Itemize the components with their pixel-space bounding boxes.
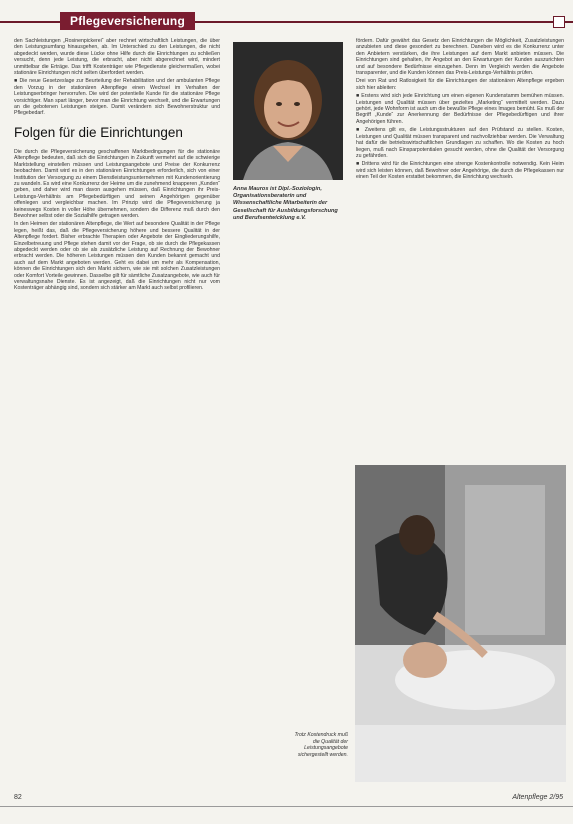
column-right: [356, 38, 564, 183]
care-scene-illustration: [355, 465, 566, 782]
author-portrait: [233, 42, 343, 180]
paragraph: ■ Die neue Gesetzeslage zur Beurteilung der Rehabilitation und der ambulanten Pflege den Vorzug in der stationären Altenpflege einen Wechsel im Verhalten der Leistungserbringer hervorrufen. Die wird der potentielle Kunde für die stationäre Pflege vorsichtiger. Man spart länger, bevor man die Einrichtung wechselt, und die Erwartungen an die gebotenen Leistungen steigen. Damit verändern sich Bewohnerstruktur und Pflegebedarf.: [14, 78, 220, 117]
paragraph: Drei von Rat und Ratlosigkeit für die Einrichtungen der stationären Altenpflege ergeben sich hier ableiten:: [356, 78, 564, 91]
portrait-illustration: [233, 42, 343, 180]
paragraph: In den Heimen der stationären Altenpflege, die Wert auf besondere Qualität in der Pflege legen, heißt das, daß die Pflegeversicherung höhere und bessere Qualität in der Altenpflege fordert. Bisher erbrachte Therapien oder Angebote der Eingliederungshilfe, Einzelbetreuung und Pflege stehen damit vor der Frage, ob sie durch die Pflegekassen abgedeckt werden oder ob sie als zusätzliche Leistung auf Rechnung der Bewohner erbracht werden. Die höheren Leistungen müssen den Kunden bekannt gemacht und auch auf dem Markt angeboten werden. Geht es dabei um mehr als Kompensation, können die Einrichtungen sich den Markt sichern, wie sie mit solchen Zusatzleistungen oder Komfort Vorteile gewinnen. Dasselbe gilt für sämtliche Zusatzangebote, wie auch für verwaltungsnahe Dienste. Es ist angezeigt, daß die Einrichtungen nicht nur vom Kostenträger abhängig sind, sondern sich stärker am Markt auch selbst profilieren.: [14, 221, 220, 292]
photo-caption: Trotz Kostendruck muß die Qualität der Leistungsangebote sichergestellt werden.: [294, 732, 348, 758]
paragraph: ■ Drittens wird für die Einrichtungen eine strenge Kostenkontrolle notwendig. Kein Heim wird sich leisten können, daß Bewohner oder Angehörige, die durch die Pflegekassen nur einen Teil der Kosten erstattet bekommen, die Einrichtung wechseln.: [356, 161, 564, 181]
portrait-caption: Anna Mauros ist Dipl.-Soziologin, Organisationsberaterin und Wissenschaftliche Mitarbeiterin der Gesellschaft für Ausbildungsforschung und Berufsentwicklung e.V.: [233, 186, 338, 221]
paragraph: fördern. Dafür gewährt das Gesetz den Einrichtungen die Möglichkeit, Zusatzleistungen anzubieten und diese gesondert zu berechnen. Daneben wird es die Konkurrenz unter den Anbietern verstärken, die ihre Leistungen auf dem Markt anbieten müssen. Die Einrichtungen sind gehalten, ihr Angebot an den Erwartungen der Kunden auszurichten und auf besondere Bedürfnisse einzugehen. Denn im Vergleich werden die Angebote transparenter, und die Kunden können das Preis-Leistungs-Verhältnis prüfen.: [356, 38, 564, 77]
paragraph: ■ Zweitens gilt es, die Leistungsstrukturen auf den Prüfstand zu stellen. Kosten, Leistungen und Qualität müssen transparent und nachvollziehbar werden. Die Verwaltung hat dafür die betriebswirtschaftlichen Grundlagen zu schaffen. Wo die Kosten zu hoch liegen, muß nach Einsparpotentialen gesucht werden, ohne die Qualität der Versorgung zu gefährden.: [356, 127, 564, 159]
care-photo: [355, 465, 566, 782]
section-tag: Pflegeversicherung: [60, 12, 195, 30]
paragraph: Die durch die Pflegeversicherung geschaffenen Marktbedingungen für die stationäre Altenpflege bedeuten, daß sich die Einrichtungen in Zukunft vermehrt auf die schwierige Marktstellung einstellen müssen und Leistungsangebote und Preise der Konkurrenz beobachten. Damit wird es in den stationären Einrichtungen erforderlich, sich von einer Institution der Versorgung zu einem Dienstleistungsunternehmen mit Kundenorientierung zu wandeln. Es wird eine Konkurrenz der Heime um die zunehmend knapperen „Kunden“ geben, und daher wird man davon ausgehen müssen, daß Einrichtungen ihr Preis-Leistungs-Verhältnis am Pflegebedürftigen und seinen Angehörigen gegenüber offenlegen und vergleichbar machen. Im Prinzip wird die Pflegeversicherung ja keineswegs Kosten in voller Höhe übernehmen, sondern die Differenz muß durch den Bewohner selbst oder die Sozialhilfe getragen werden.: [14, 148, 220, 219]
issue-label: Altenpflege 2/95: [512, 794, 563, 801]
page-number: 82: [14, 794, 22, 801]
corner-mark: [553, 16, 565, 28]
footer-rule: [0, 806, 573, 807]
paragraph: den Sachleistungen „Rosinenpickerei“ aber rechnet wirtschaftlich Leistungen, die über den Leistungsumfang hinausgehen, ab. Im Unterschied zu den Leistungen, die nicht abgedeckt werden, wurde diese Lücke ohne Hilfe durch die Einrichtungen zu schließen versucht, denn jede Leistung, die erbracht, aber nicht abgerechnet wird, mindert unmittelbar die Erträge. Das trifft Kostenträger wie Pflegedienste gleichermaßen, wobei stationäre Einrichtungen nicht selten überfordert werden.: [14, 38, 220, 77]
header-bar: [0, 12, 573, 30]
paragraph: ■ Erstens wird sich jede Einrichtung um einen eigenen Kundenstamm bemühen müssen. Leistungen und Qualität müssen über gezieltes „Marketing“ vermittelt werden. Dazu gehört, jede Wohnform ist auch um die bewußte Pflege eines Images bemüht. Es muß der Begriff „Kunde“ zur Anerkennung der Bedürfnisse der Pflegebedürftigen und ihrer Angehörigen führen.: [356, 93, 564, 125]
column-left: [14, 38, 220, 294]
section-heading: Folgen für die Einrichtungen: [14, 124, 183, 140]
